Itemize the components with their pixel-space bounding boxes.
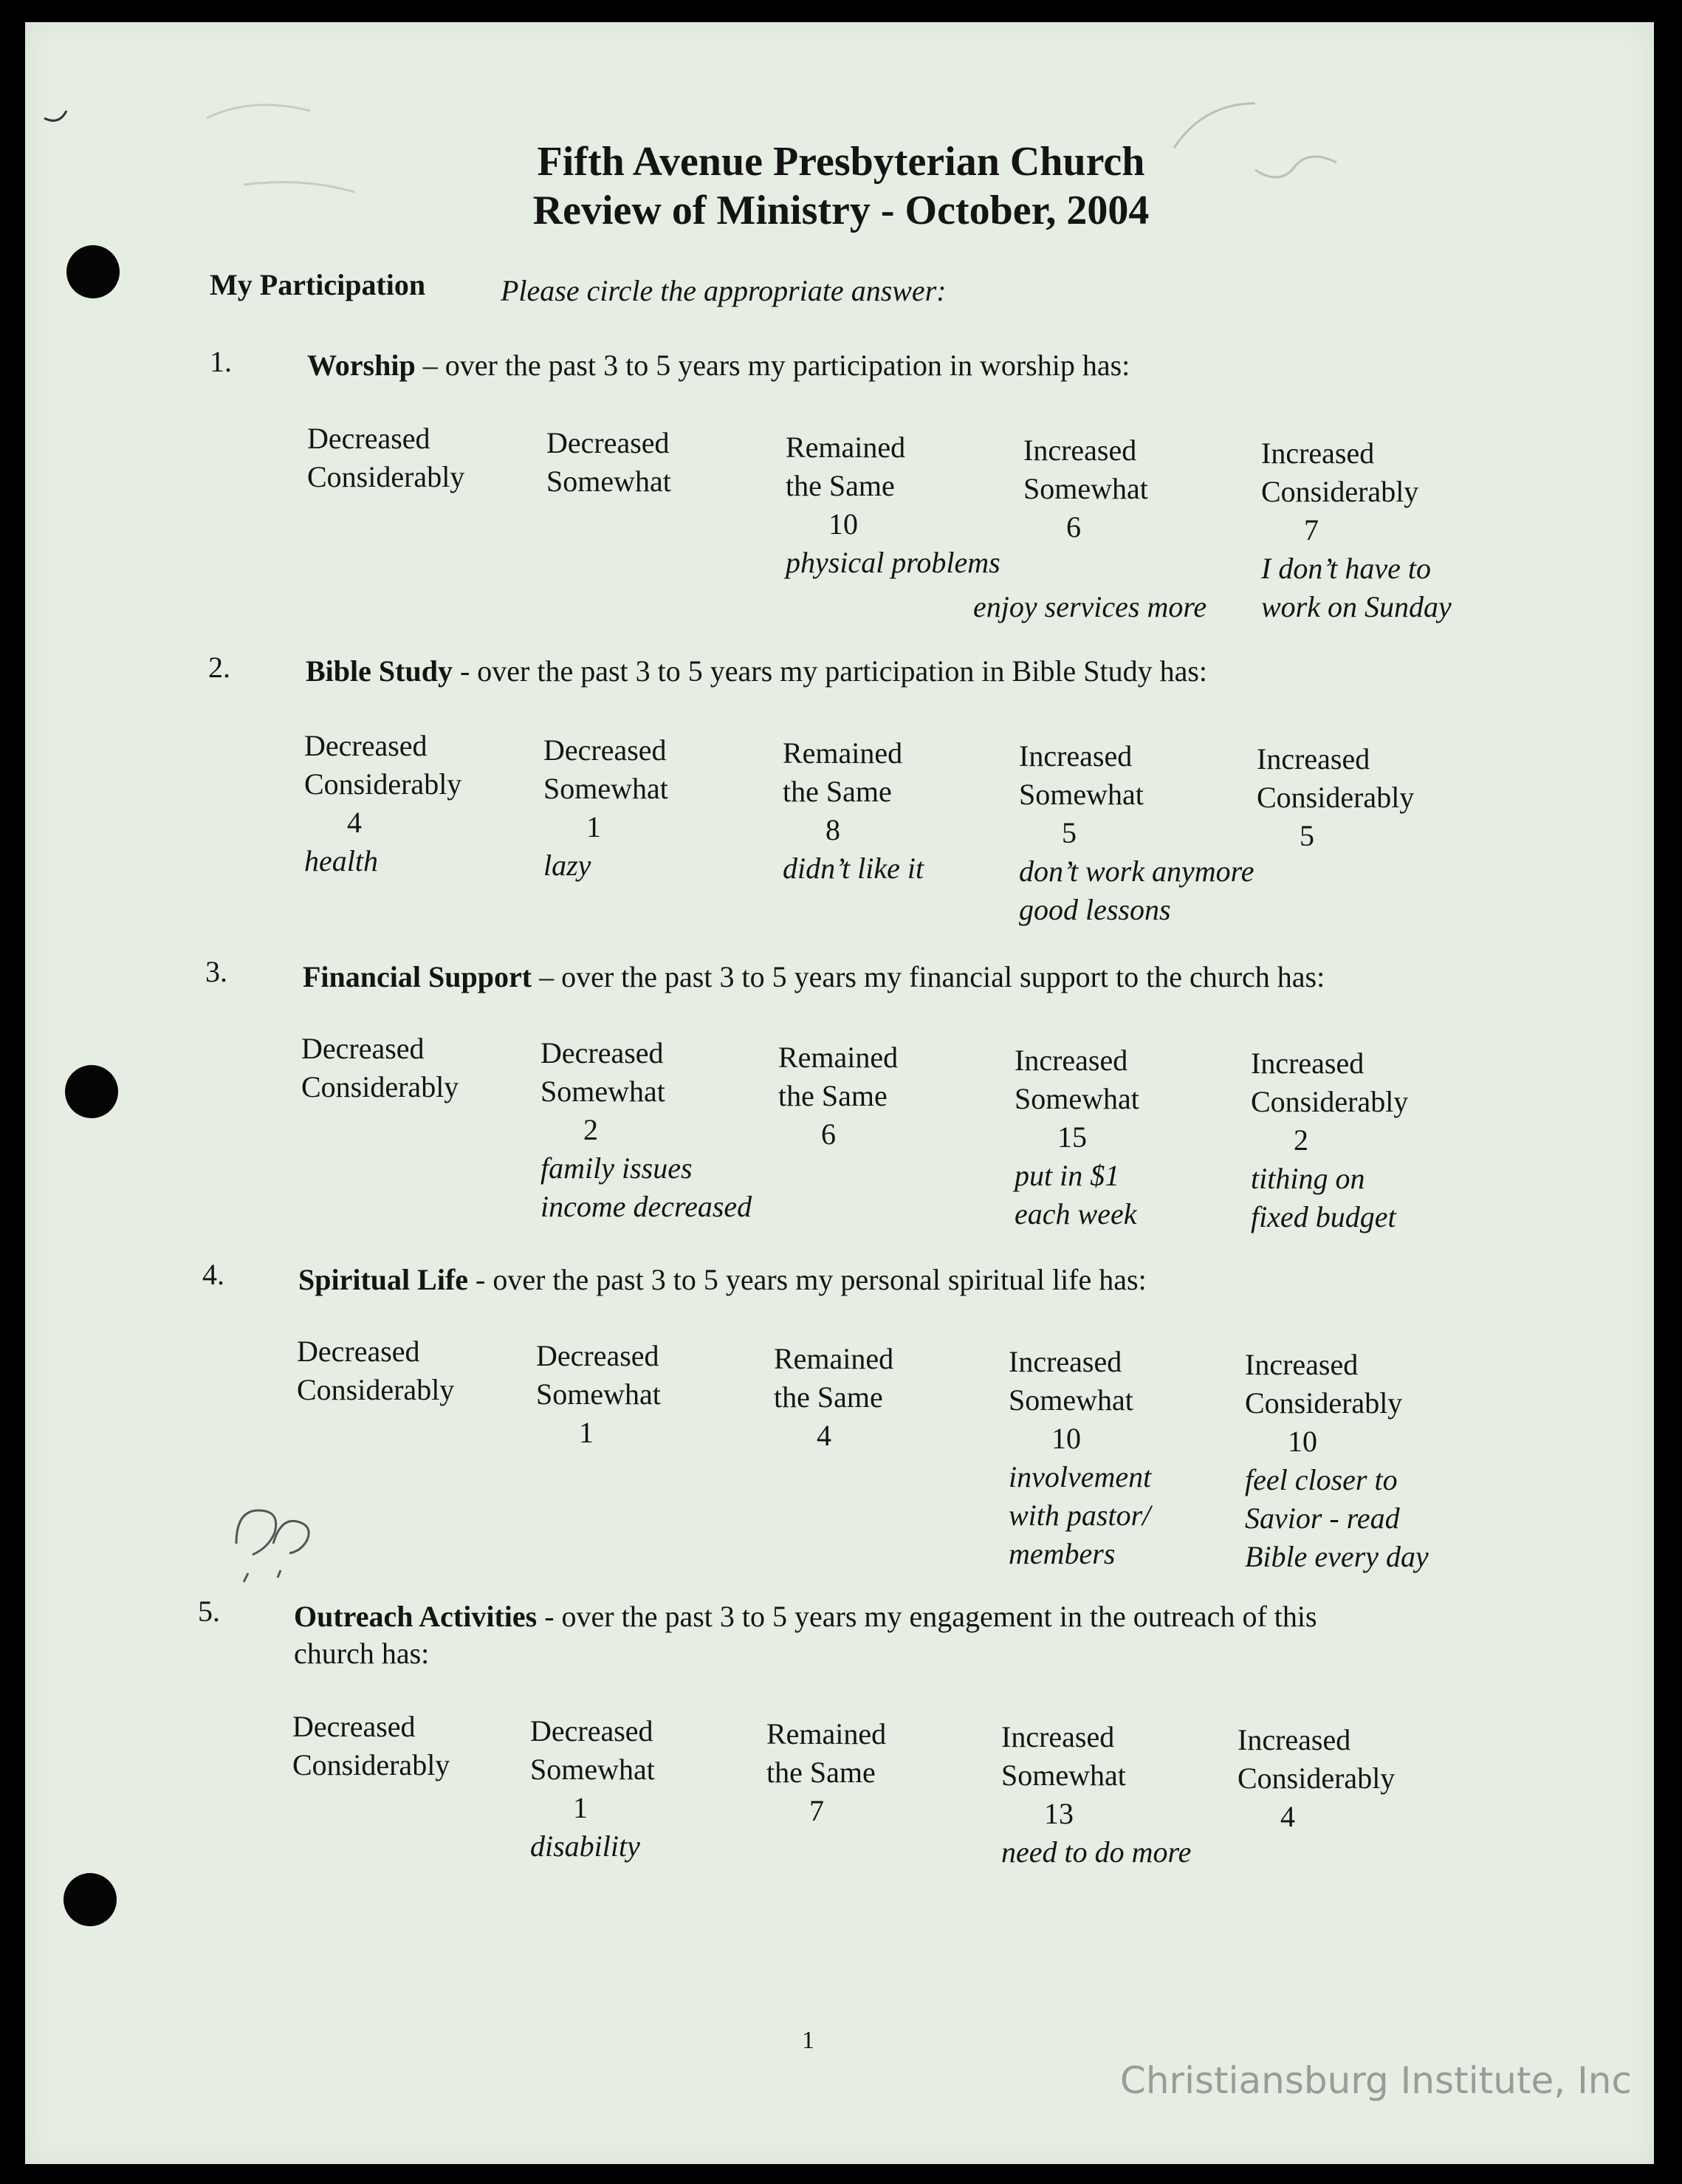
option-decreased-somewhat: Decreased Somewhat 1 disability	[530, 1712, 655, 1866]
option-decreased-somewhat: Decreased Somewhat	[546, 426, 671, 498]
response-comment: income decreased	[540, 1190, 752, 1223]
response-count: 8	[825, 813, 840, 846]
option-remained-same: Remained the Same 8 didn’t like it	[783, 734, 924, 888]
response-count: 2	[583, 1113, 598, 1146]
response-comment: family issues	[540, 1151, 693, 1185]
binder-hole-bottom	[63, 1873, 117, 1926]
response-count: 13	[1044, 1797, 1074, 1830]
response-count: 7	[809, 1794, 824, 1827]
question-topic: Bible Study	[306, 654, 453, 688]
response-count: 10	[828, 507, 858, 541]
response-comment: Savior - read	[1245, 1502, 1400, 1535]
page-number: 1	[802, 2027, 814, 2054]
response-count: 10	[1288, 1425, 1317, 1458]
response-comment: I don’t have to	[1261, 552, 1431, 585]
section-heading: My Participation	[210, 268, 426, 301]
response-count: 1	[586, 810, 601, 843]
response-count: 5	[1300, 819, 1314, 852]
option-increased-considerably: Increased Considerably 2 tithing on fixed budget	[1251, 1044, 1408, 1236]
question-prompt: - over the past 3 to 5 years my participation in Bible Study has:	[452, 654, 1207, 688]
question-number: 1.	[210, 345, 232, 378]
question-prompt: – over the past 3 to 5 years my participation in worship has:	[415, 349, 1130, 382]
question-topic: Financial Support	[303, 960, 532, 993]
option-increased-somewhat: Increased Somewhat 5 don’t work anymore good lessons	[1019, 737, 1254, 929]
response-count: 4	[1280, 1800, 1295, 1833]
question-topic: Spiritual Life	[298, 1263, 469, 1296]
question-prompt: – over the past 3 to 5 years my financial support to the church has:	[532, 960, 1325, 993]
question-text	[303, 959, 1325, 996]
option-decreased-considerably: Decreased Considerably	[307, 422, 465, 493]
instruction-text: Please circle the appropriate answer:	[501, 274, 947, 307]
response-count: 6	[821, 1117, 836, 1151]
option-decreased-somewhat: Decreased Somewhat 1	[536, 1337, 661, 1452]
question-text	[294, 1598, 1317, 1672]
option-increased-somewhat: Increased Somewhat 6	[1023, 431, 1148, 547]
option-increased-considerably: Increased Considerably 7 I don’t have to work on Sunday	[1261, 434, 1452, 626]
response-comment: lazy	[543, 849, 591, 882]
question-text	[307, 347, 1130, 384]
response-comment: need to do more	[1001, 1835, 1192, 1869]
response-comment: with pastor/	[1009, 1499, 1151, 1532]
response-comment: feel closer to	[1245, 1463, 1398, 1496]
option-increased-somewhat: Increased Somewhat 15 put in $1 each week	[1015, 1041, 1139, 1233]
response-comment: enjoy services more	[973, 590, 1207, 623]
question-prompt: - over the past 3 to 5 years my personal spiritual life has:	[468, 1263, 1147, 1296]
response-count: 1	[573, 1791, 588, 1824]
option-decreased-considerably: Decreased Considerably 4 health	[304, 727, 461, 880]
document-title-line2: Review of Ministry - October, 2004	[532, 188, 1150, 233]
question-prompt: - over the past 3 to 5 years my engagement in the outreach of this	[537, 1600, 1317, 1633]
question-number: 4.	[202, 1258, 224, 1291]
option-remained-same: Remained the Same 4	[774, 1340, 893, 1455]
response-comment: tithing on	[1251, 1162, 1365, 1195]
document-title-line1: Fifth Avenue Presbyterian Church	[537, 139, 1145, 185]
response-comment: members	[1009, 1537, 1116, 1570]
response-comment: didn’t like it	[783, 852, 924, 885]
response-comment: disability	[530, 1829, 640, 1863]
watermark-text: Christiansburg Institute, Inc	[1119, 2059, 1632, 2102]
response-comment: don’t work anymore	[1019, 855, 1254, 888]
option-increased-considerably: Increased Considerably 10 feel closer to Savior - read Bible every day	[1245, 1346, 1429, 1576]
option-decreased-somewhat: Decreased Somewhat 2 family issues income decreased	[540, 1034, 752, 1226]
option-remained-same: Remained the Same 10 physical problems	[786, 428, 1000, 582]
pencil-question-marks	[222, 1499, 340, 1588]
question-text	[298, 1262, 1147, 1298]
response-comment: good lessons	[1019, 893, 1171, 926]
response-comment: involvement	[1009, 1460, 1152, 1493]
response-comment: work on Sunday	[1261, 590, 1452, 623]
response-count: 10	[1051, 1422, 1081, 1455]
option-increased-considerably: Increased Considerably 4	[1238, 1721, 1395, 1836]
question-prompt-continued: church has:	[294, 1637, 430, 1670]
response-count: 1	[579, 1416, 594, 1449]
response-comment: health	[304, 844, 378, 877]
option-decreased-considerably: Decreased Considerably	[297, 1335, 455, 1406]
option-decreased-considerably: Decreased Considerably	[292, 1710, 450, 1781]
question-topic: Outreach Activities	[294, 1600, 538, 1633]
response-comment: physical problems	[786, 546, 1000, 579]
question-topic: Worship	[307, 349, 416, 382]
question-text	[306, 653, 1207, 690]
option-increased-considerably: Increased Considerably 5	[1257, 740, 1414, 855]
binder-hole-top	[66, 245, 120, 298]
response-comment: Bible every day	[1245, 1540, 1429, 1573]
question-number: 2.	[208, 651, 230, 684]
option-increased-somewhat: Increased Somewhat 10 involvement with pastor/ members	[1009, 1343, 1151, 1573]
response-count: 5	[1062, 816, 1077, 849]
response-count: 6	[1066, 510, 1081, 544]
response-count: 7	[1304, 513, 1319, 547]
response-comment: fixed budget	[1251, 1200, 1396, 1233]
question-number: 3.	[205, 955, 227, 988]
response-count: 4	[347, 806, 362, 839]
response-comment: put in $1	[1015, 1159, 1120, 1192]
question-number: 5.	[198, 1595, 220, 1628]
response-count: 4	[817, 1419, 831, 1452]
option-remained-same: Remained the Same 6	[778, 1038, 898, 1154]
response-count: 2	[1294, 1123, 1308, 1157]
option-decreased-considerably: Decreased Considerably	[301, 1032, 459, 1103]
response-count: 15	[1057, 1120, 1087, 1154]
option-remained-same: Remained the Same 7	[766, 1715, 886, 1830]
response-comment: each week	[1015, 1197, 1137, 1230]
binder-hole-middle	[65, 1065, 118, 1118]
option-decreased-somewhat: Decreased Somewhat 1 lazy	[543, 731, 668, 885]
option-increased-somewhat: Increased Somewhat 13 need to do more	[1001, 1718, 1191, 1872]
